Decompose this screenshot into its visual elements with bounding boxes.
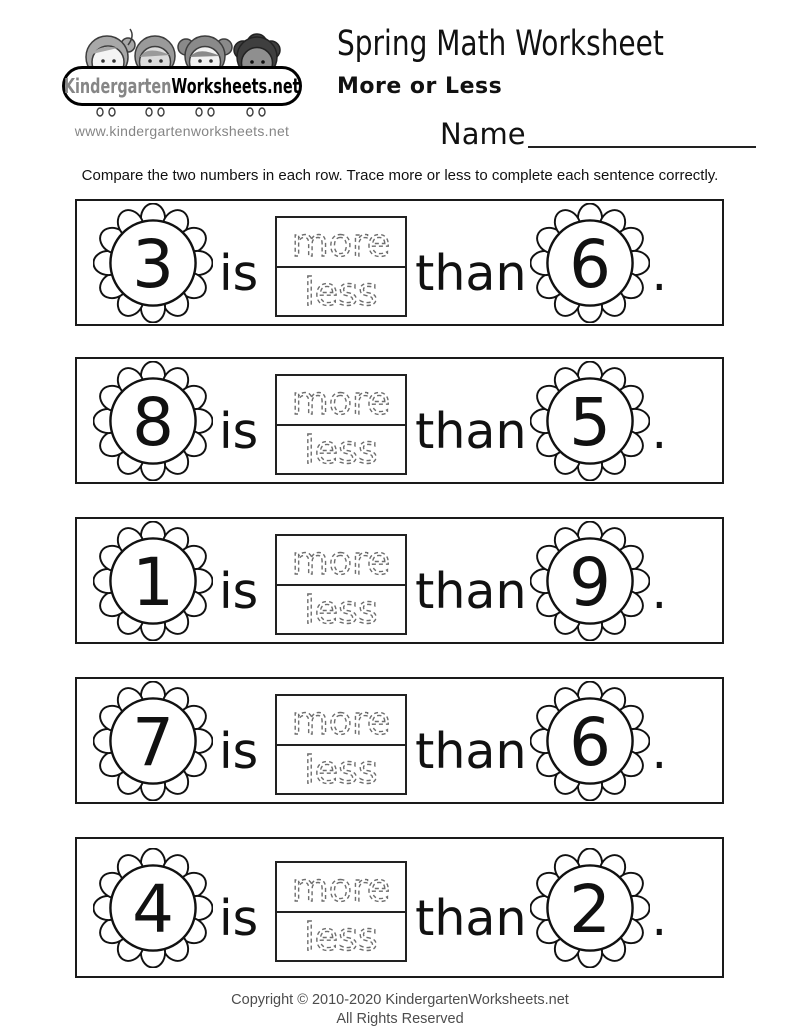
worksheet-row-4	[75, 677, 724, 804]
site-logo	[62, 16, 302, 139]
svg-text:more: more	[291, 220, 391, 264]
worksheet-row-2	[75, 357, 724, 484]
logo-wordmark-prefix: Kindergarten	[64, 74, 172, 98]
trace-more-word	[278, 865, 404, 909]
rights-text: All Rights Reserved	[336, 1011, 464, 1028]
word-is: is	[219, 723, 259, 780]
word-is: is	[219, 890, 259, 947]
trace-less-word	[278, 427, 404, 471]
svg-text:less: less	[304, 270, 378, 314]
trace-less-cell[interactable]	[277, 913, 405, 961]
trace-less-cell[interactable]	[277, 586, 405, 634]
trace-more-word	[278, 220, 404, 264]
flower-icon	[530, 521, 650, 641]
trace-more-cell[interactable]	[277, 536, 405, 586]
website-url: www.kindergartenworksheets.net	[74, 123, 290, 139]
trace-more-cell[interactable]	[277, 863, 405, 913]
flower-icon	[93, 848, 213, 968]
flower-icon	[93, 203, 213, 323]
word-than: than	[415, 403, 527, 460]
page-title: Spring Math Worksheet	[337, 24, 664, 64]
left-number: 8	[132, 383, 174, 461]
kids-feet-illustration	[62, 106, 302, 119]
worksheet-row-3	[75, 517, 724, 644]
name-input-line[interactable]	[528, 126, 756, 148]
trace-less-cell[interactable]	[277, 268, 405, 316]
flower-icon	[530, 848, 650, 968]
sentence-period: .	[651, 563, 668, 620]
svg-text:more: more	[291, 865, 391, 909]
trace-less-cell[interactable]	[277, 746, 405, 794]
svg-text:less: less	[304, 748, 378, 792]
logo-banner	[62, 66, 302, 106]
trace-more-word	[278, 698, 404, 742]
flower-icon	[530, 203, 650, 323]
word-than: than	[415, 245, 527, 302]
trace-more-word	[278, 538, 404, 582]
trace-less-word	[278, 269, 404, 313]
right-number: 5	[568, 383, 611, 461]
flower-icon	[530, 361, 650, 481]
svg-text:more: more	[291, 698, 391, 742]
trace-box	[275, 374, 407, 475]
svg-text:more: more	[291, 378, 391, 422]
trace-more-cell[interactable]	[277, 218, 405, 268]
word-is: is	[219, 403, 259, 460]
logo-wordmark-suffix: Worksheets.net	[171, 74, 300, 98]
flower-icon	[93, 681, 213, 801]
trace-less-word	[278, 747, 404, 791]
trace-less-cell[interactable]	[277, 426, 405, 474]
sentence-period: .	[651, 403, 668, 460]
trace-more-cell[interactable]	[277, 696, 405, 746]
worksheet-row-1	[75, 199, 724, 326]
svg-text:less: less	[304, 428, 378, 472]
page-subtitle: More or Less	[337, 74, 503, 99]
copyright-text: Copyright © 2010-2020 KindergartenWorksheets.net	[231, 992, 569, 1008]
left-number: 7	[132, 703, 174, 781]
flower-icon	[93, 361, 213, 481]
trace-less-word	[278, 914, 404, 958]
word-than: than	[415, 563, 527, 620]
right-number: 6	[568, 225, 611, 303]
word-is: is	[219, 563, 259, 620]
logo-wordmark	[64, 74, 300, 98]
trace-box	[275, 861, 407, 962]
worksheet-row-5	[75, 837, 724, 978]
trace-box	[275, 534, 407, 635]
trace-less-word	[278, 587, 404, 631]
left-number: 1	[132, 543, 174, 621]
right-number: 9	[568, 543, 611, 621]
header	[337, 24, 746, 99]
svg-text:less: less	[304, 915, 378, 959]
name-field-row	[440, 117, 756, 151]
left-number: 3	[132, 225, 174, 303]
sentence-period: .	[651, 890, 668, 947]
trace-box	[275, 216, 407, 317]
flower-icon	[530, 681, 650, 801]
right-number: 6	[568, 703, 611, 781]
sentence-period: .	[651, 245, 668, 302]
svg-text:less: less	[304, 588, 378, 632]
svg-text:more: more	[291, 538, 391, 582]
trace-box	[275, 694, 407, 795]
trace-more-cell[interactable]	[277, 376, 405, 426]
word-than: than	[415, 890, 527, 947]
word-than: than	[415, 723, 527, 780]
flower-icon	[93, 521, 213, 641]
name-label: Name	[440, 117, 526, 151]
instructions-text: Compare the two numbers in each row. Trace more or less to complete each sentence correctly.	[81, 167, 719, 184]
trace-more-word	[278, 378, 404, 422]
sentence-period: .	[651, 723, 668, 780]
right-number: 2	[568, 870, 611, 948]
word-is: is	[219, 245, 259, 302]
left-number: 4	[132, 870, 174, 948]
footer	[0, 991, 800, 1029]
